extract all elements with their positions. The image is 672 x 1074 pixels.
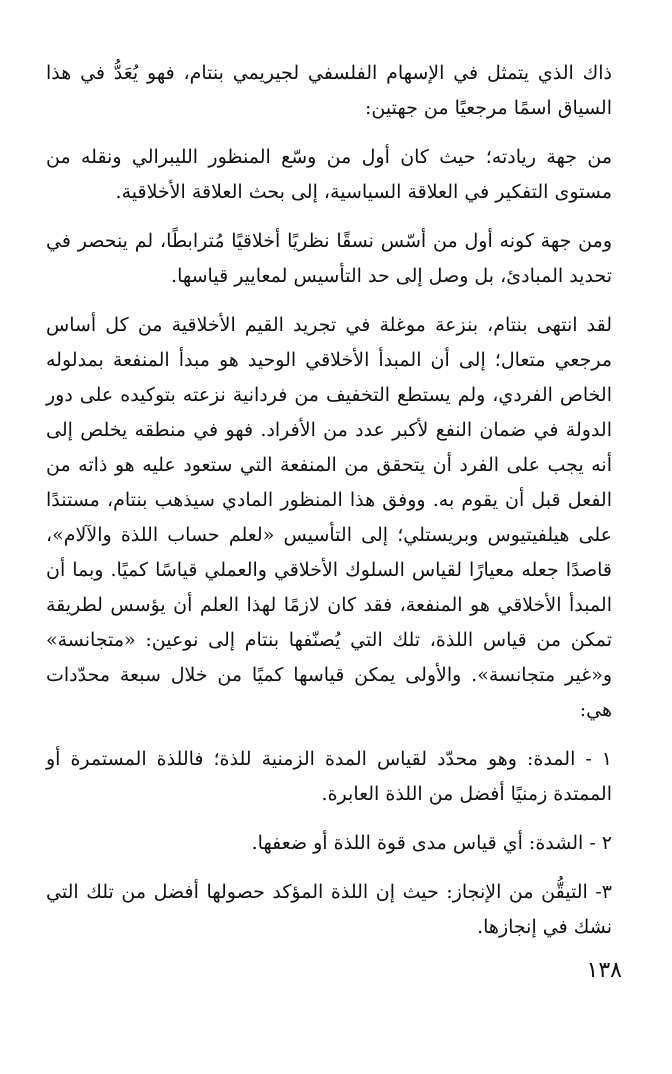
paragraph-first-aspect: من جهة ريادته؛ حيث كان أول من وسّع المنظور الليبرالي ونقله من مستوى التفكير في العلاقة السياسية، إلى بحث العلاقة الأخلاقية. bbox=[46, 146, 612, 203]
paragraph-bentham-utility: لقد انتهى بنتام، بنزعة موغلة في تجريد القيم الأخلاقية من كل أساس مرجعي متعال؛ إلى أن المبدأ الأخلاقي الوحيد هو مبدأ المنفعة بمدلوله الخاص الفردي، ولم يستطع التخفيف من فردانية نزعته بتوكيده على دور الدولة في ضمان النفع لأكبر عدد من الأفراد. فهو في منطقه يخلص إلى أنه يجب على الفرد أن يتحقق من المنفعة التي ستعود عليه هو ذاته من الفعل قبل أن يقوم به. ووفق هذا المنظور المادي سيذهب بنتام، مستندًا على هيلفيتيوس وبريستلي؛ إلى التأسيس «لعلم حساب اللذة والآلام»، قاصدًا جعله معيارًا لقياس السلوك الأخلاقي والعملي قياسًا كميًا. وبما أن المبدأ الأخلاقي هو المنفعة، فقد كان لازمًا لهذا العلم أن يؤسس لطريقة تمكن من قياس اللذة، تلك التي يُصنّفها بنتام إلى نوعين: «متجانسة» و«غير متجانسة». والأولى يمكن قياسها كميًا من خلال سبعة محدّدات هي: bbox=[46, 314, 612, 721]
list-item-certainty: ٣- التيقُّن من الإنجاز: حيث إن اللذة المؤكد حصولها أفضل من تلك التي نشك في إنجازها. bbox=[46, 881, 612, 938]
paragraph-intro: ذاك الذي يتمثل في الإسهام الفلسفي لجيريمي بنتام، فهو يُعَدُّ في هذا السياق اسمًا مرجعيًا من جهتين: bbox=[46, 62, 612, 119]
list-item-intensity: ٢ - الشدة: أي قياس مدى قوة اللذة أو ضعفها. bbox=[251, 832, 612, 854]
list-item-duration: ١ - المدة: وهو محدّد لقياس المدة الزمنية للذة؛ فاللذة المستمرة أو الممتدة زمنيًا أفضل من اللذة العابرة. bbox=[46, 748, 612, 805]
page-number: ١٣٨ bbox=[586, 958, 622, 983]
paragraph-second-aspect: ومن جهة كونه أول من أسّس نسقًا نظريًا أخلاقيًا مُترابطًا، لم ينحصر في تحديد المبادئ، بل وصل إلى حد التأسيس لمعايير قياسها. bbox=[46, 230, 612, 287]
